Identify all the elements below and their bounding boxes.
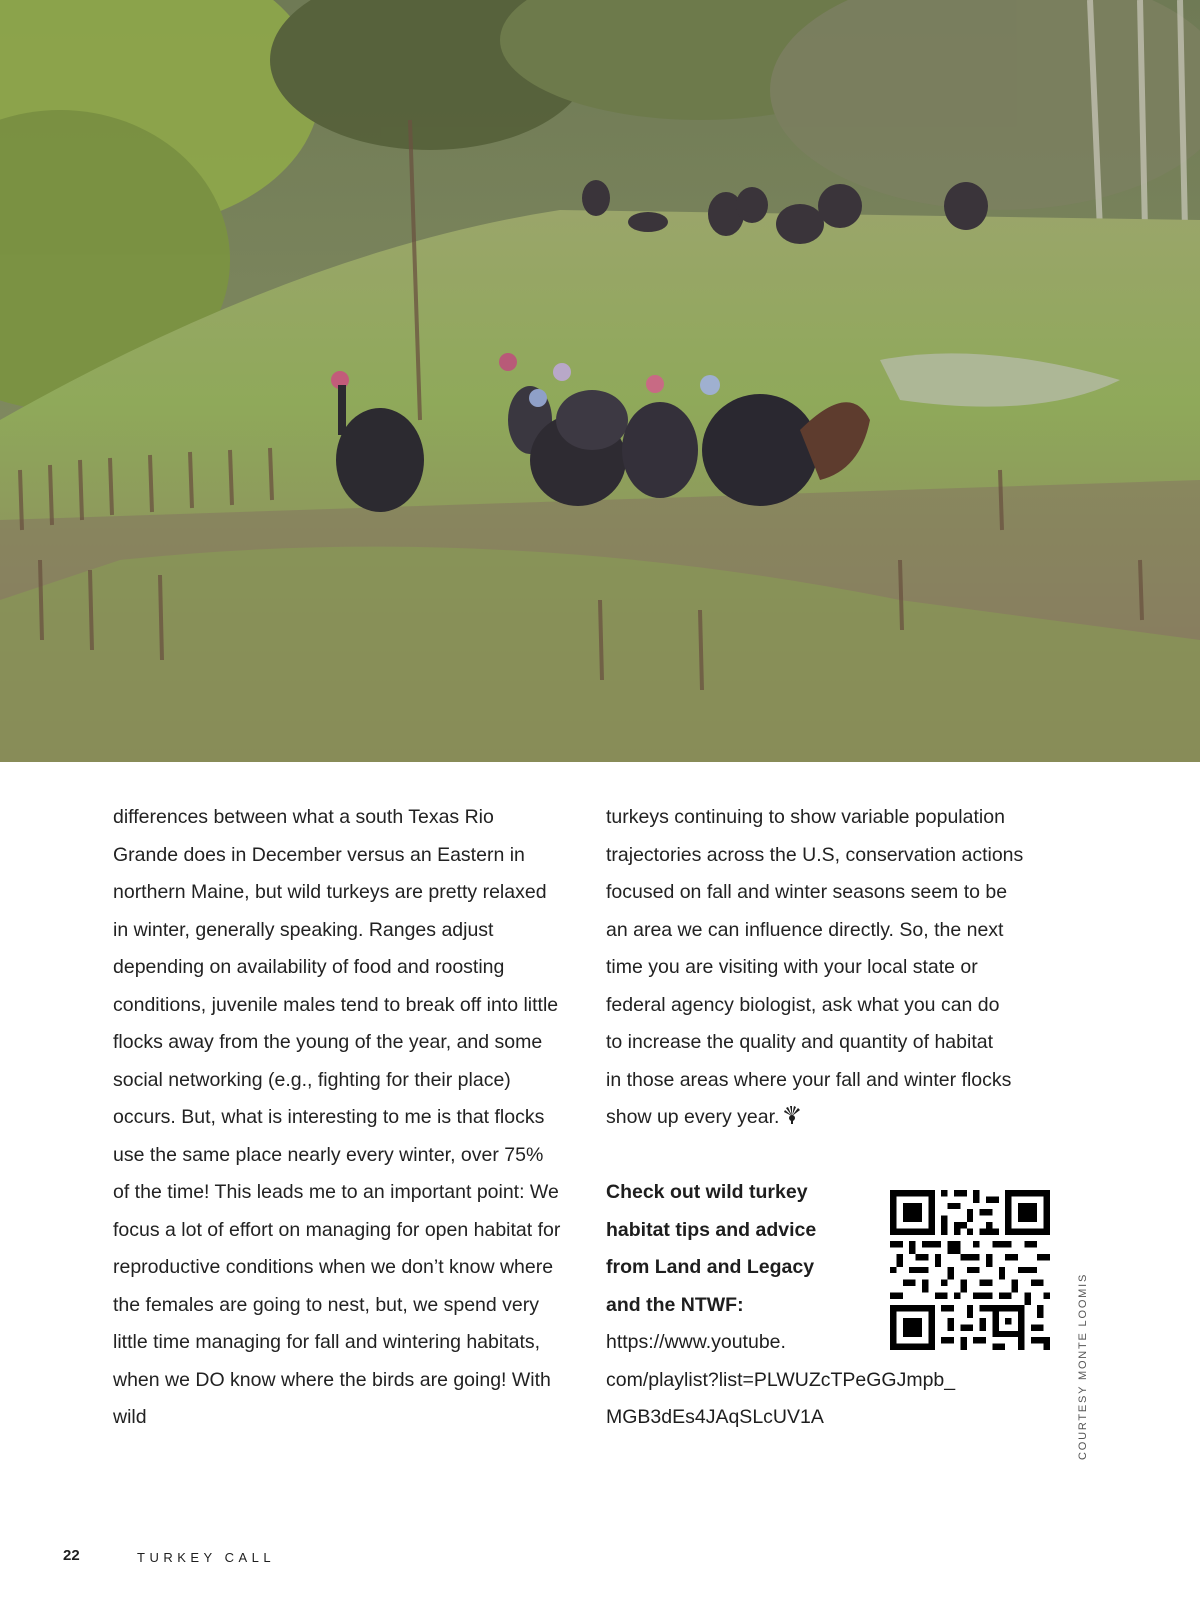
callout-heading-line: habitat tips and advice: [606, 1218, 817, 1241]
qr-code-icon[interactable]: [890, 1190, 1050, 1350]
page-number: 22: [63, 1547, 80, 1564]
callout-heading-line: and the NTWF:: [606, 1293, 744, 1316]
photo-credit-text: COURTESY MONTE LOOMIS: [1077, 1272, 1089, 1460]
article-line: trajectories across the U.S, conservation actions: [606, 843, 1024, 866]
article-body-left: differences between what a south Texas Rio Grande does in December versus an Eastern in northern Maine, but wild turkeys are pretty relaxed in winter, generally speaking. Ranges adjust depending on availability of food and roosting conditions, juvenile males tend to break off into little flocks away from the young of the year, and some social networking (e.g., fighting for their place) occurs. But, what is interesting to me is that flocks use the same place nearly every winter, over 75% of the time! This leads me to an important point: We focus a lot of effort on managing for open habitat for reproductive conditions when we don’t know where the females are going to nest, but, we spend very little time managing for fall and wintering habitats, when we DO know where the birds are going! With wild: [113, 806, 561, 1428]
photo-illustration: [0, 0, 1200, 762]
callout-heading: [606, 1174, 846, 1324]
turkey-fan-icon: [783, 1100, 801, 1138]
article-left-column: [113, 799, 563, 1437]
article-line: focused on fall and winter seasons seem to be: [606, 881, 1008, 903]
article-line: time you are visiting with your local state or: [606, 956, 978, 978]
article-line: to increase the quality and quantity of habitat: [606, 1031, 994, 1053]
callout-url-line[interactable]: https://www.youtube.: [606, 1331, 786, 1353]
article-line: an area we can influence directly. So, the next: [606, 918, 1004, 941]
turkey-photo: [0, 0, 1200, 762]
callout-heading-line: from Land and Legacy: [606, 1256, 815, 1278]
article-last-line: [606, 1099, 1076, 1138]
magazine-name: TURKEY CALL: [137, 1550, 276, 1565]
article-line: federal agency biologist, ask what you can do: [606, 993, 1000, 1016]
article-right-column: [606, 799, 1076, 1138]
article-line: in those areas where your fall and winter flocks: [606, 1068, 1012, 1091]
callout-heading-line: Check out wild turkey: [606, 1181, 808, 1203]
callout-url-line[interactable]: com/playlist?list=PLWUZcTPeGGJmpb_: [606, 1368, 956, 1391]
callout-url-line[interactable]: MGB3dEs4JAqSLcUV1A: [606, 1406, 824, 1428]
article-line: turkeys continuing to show variable population: [606, 806, 1005, 828]
article-line: show up every year.: [606, 1106, 780, 1128]
